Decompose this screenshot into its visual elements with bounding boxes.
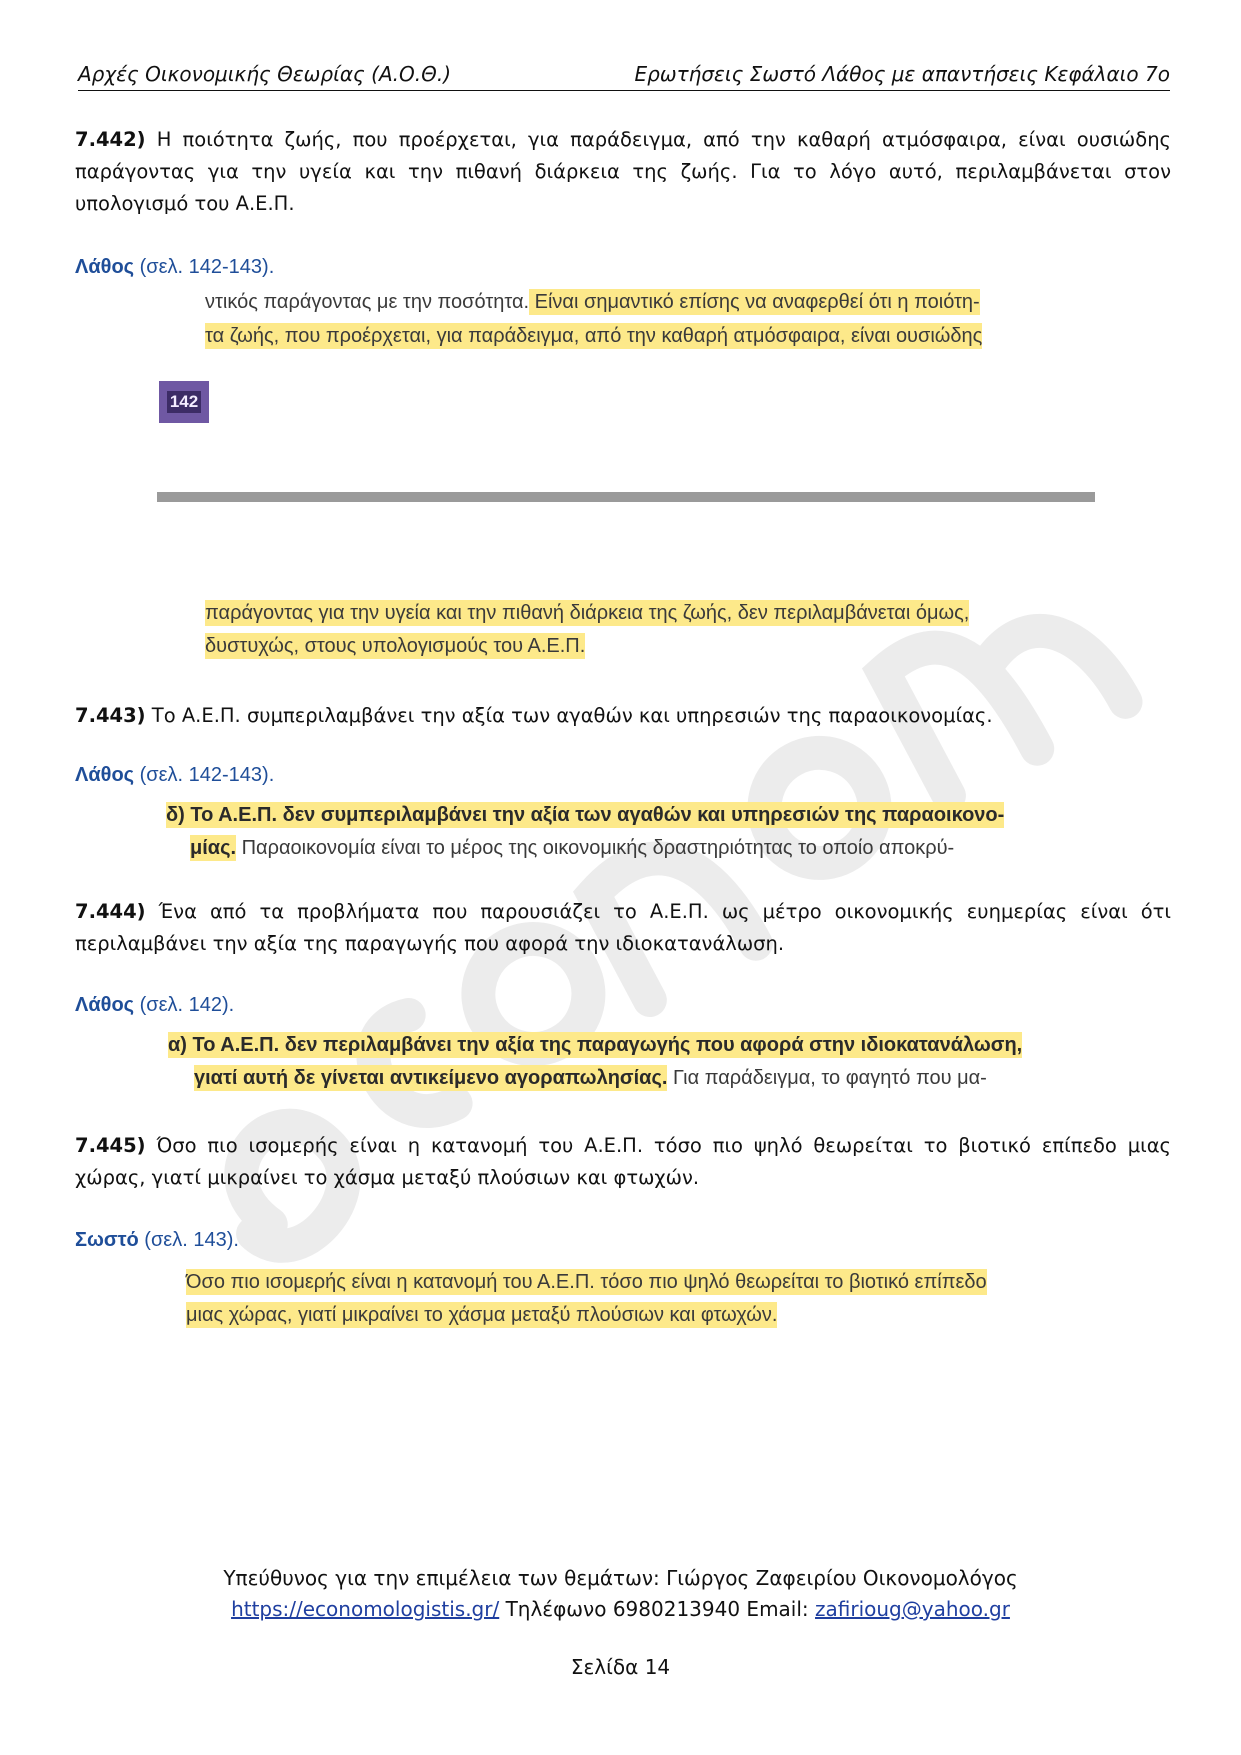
- excerpt-text: Για παράδειγμα, το φαγητό που μα-: [667, 1067, 987, 1089]
- question-text: Ένα από τα προβλήματα που παρουσιάζει το Α.Ε.Π. ως μέτρο οικονομικής ευημερίας είναι ότι περιλαμβάνει την αξία της παραγωγής που αφορά την ιδιοκατανάλωση.: [75, 900, 1171, 955]
- question-number: 7.442): [75, 128, 146, 151]
- excerpt-highlight-bold: δ) Το Α.Ε.Π. δεν συμπεριλαμβάνει την αξία των αγαθών και υπηρεσιών της παραοικονο-: [166, 804, 1005, 826]
- excerpt-text: Παραοικονομία είναι το μέρος της οικονομικής δραστηριότητας το οποίο αποκρύ-: [236, 837, 955, 859]
- book-excerpt-line: [186, 1298, 777, 1332]
- excerpt-highlight: παράγοντας για την υγεία και την πιθανή διάρκεια της ζωής, δεν περιλαμβάνεται όμως,: [205, 602, 970, 624]
- answer-7-442: [75, 256, 274, 279]
- answer-7-444: [75, 994, 234, 1017]
- excerpt-highlight-bold: μίας.: [190, 837, 237, 859]
- email-link[interactable]: zafirioug@yahoo.gr: [815, 1597, 1010, 1621]
- excerpt-highlight: τα ζωής, που προέρχεται, για παράδειγμα, από την καθαρή ατμόσφαιρα, είναι ουσιώδης: [205, 325, 983, 347]
- question-text: Η ποιότητα ζωής, που προέρχεται, για παράδειγμα, από την καθαρή ατμόσφαιρα, είναι ουσιώδης παράγοντας για την υγεία και την πιθανή διάρκεια της ζωής. Για το λόγο αυτό, περιλαμβάνεται στον υπολογισμό του Α.Ε.Π.: [75, 128, 1171, 215]
- book-excerpt-line: [186, 1265, 987, 1299]
- question-number: 7.445): [75, 1134, 146, 1157]
- book-page-divider: [157, 492, 1095, 502]
- excerpt-highlight: Όσο πιο ισομερής είναι η κατανομή του Α.Ε.Π. τόσο πιο ψηλό θεωρείται το βιοτικό επίπεδο: [186, 1271, 987, 1293]
- answer-ref: (σελ. 142-143).: [134, 256, 275, 278]
- book-page-badge: [159, 381, 209, 423]
- question-text: Το Α.Ε.Π. συμπεριλαμβάνει την αξία των αγαθών και υπηρεσιών της παραοικονομίας.: [145, 704, 993, 727]
- excerpt-highlight: δυστυχώς, στους υπολογισμούς του Α.Ε.Π.: [205, 635, 586, 657]
- book-page-number: 142: [167, 391, 201, 413]
- question-text: Όσο πιο ισομερής είναι η κατανομή του Α.Ε.Π. τόσο πιο ψηλό θεωρείται το βιοτικό επίπεδο μιας χώρας, γιατί μικραίνει το χάσμα μεταξύ πλούσιων και φτωχών.: [75, 1134, 1171, 1189]
- question-7-442: [75, 124, 1171, 220]
- book-excerpt-line: [205, 285, 980, 319]
- answer-verdict: Λάθος: [75, 256, 135, 278]
- question-7-445: [75, 1130, 1171, 1194]
- answer-7-445: [75, 1229, 239, 1252]
- book-excerpt-line: [205, 629, 585, 663]
- question-number: 7.444): [75, 900, 146, 923]
- answer-verdict: Λάθος: [75, 764, 135, 786]
- website-link[interactable]: https://economologistis.gr/: [231, 1597, 500, 1621]
- excerpt-highlight-bold: γιατί αυτή δε γίνεται αντικείμενο αγοραπωλησίας.: [194, 1067, 668, 1089]
- book-excerpt-line: [168, 1028, 1022, 1062]
- page-header: [78, 62, 1170, 92]
- excerpt-highlight: μιας χώρας, γιατί μικραίνει το χάσμα μεταξύ πλούσιων και φτωχών.: [186, 1304, 778, 1326]
- footer-contact: [0, 1597, 1241, 1621]
- header-chapter: Ερωτήσεις Σωστό Λάθος με απαντήσεις Κεφάλαιο 7ο: [634, 62, 1170, 86]
- header-subject: Αρχές Οικονομικής Θεωρίας (Α.Ο.Θ.): [78, 62, 451, 86]
- page-number: Σελίδα 14: [570, 1655, 671, 1679]
- excerpt-highlight: Είναι σημαντικό επίσης να αναφερθεί ότι η ποιότη-: [529, 291, 980, 313]
- header-rule: [78, 90, 1170, 91]
- excerpt-highlight-bold: α) Το Α.Ε.Π. δεν περιλαμβάνει την αξία της παραγωγής που αφορά στην ιδιοκατανάλωση,: [168, 1034, 1023, 1056]
- excerpt-text: ντικός παράγοντας με την ποσότητα.: [205, 291, 530, 313]
- footer-editor: Υπεύθυνος για την επιμέλεια των θεμάτων: Γιώργος Ζαφειρίου Οικονομολόγος: [223, 1566, 1018, 1590]
- question-7-444: [75, 896, 1171, 960]
- question-number: 7.443): [75, 704, 146, 727]
- answer-ref: (σελ. 142-143).: [134, 764, 275, 786]
- book-excerpt-line: [205, 596, 969, 630]
- answer-7-443: [75, 764, 274, 787]
- question-7-443: [75, 700, 1171, 732]
- answer-ref: (σελ. 142).: [134, 994, 235, 1016]
- answer-verdict: Λάθος: [75, 994, 135, 1016]
- answer-ref: (σελ. 143).: [138, 1229, 239, 1251]
- footer-phone: Τηλέφωνο 6980213940 Email:: [499, 1597, 816, 1621]
- book-excerpt-line: [205, 319, 982, 353]
- book-excerpt-line: [166, 798, 1004, 832]
- answer-verdict: Σωστό: [75, 1229, 139, 1251]
- book-excerpt-line: [194, 1061, 987, 1095]
- book-excerpt-line: [190, 831, 954, 865]
